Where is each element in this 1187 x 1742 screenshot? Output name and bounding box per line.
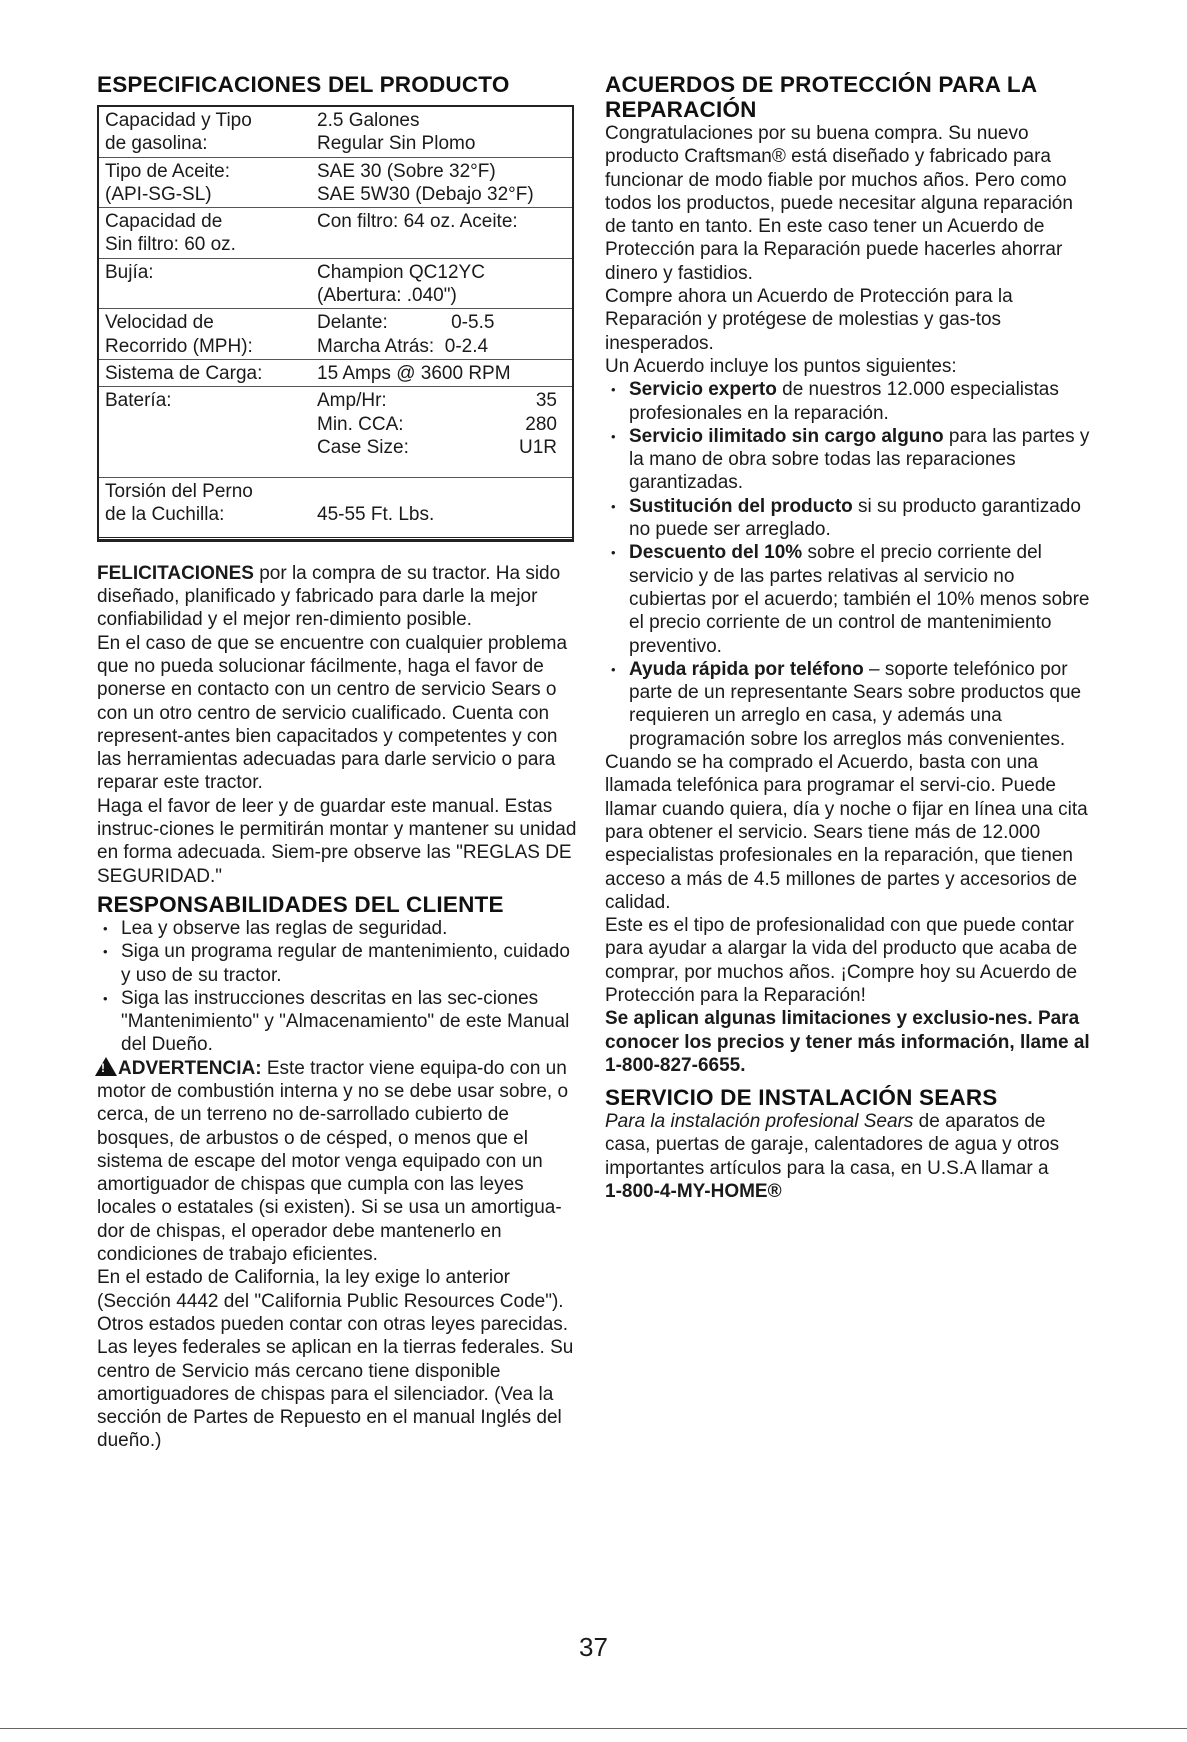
item-bold: Descuento del 10% (629, 542, 803, 564)
battery-value: 280 (525, 413, 557, 435)
california-paragraph: En el estado de California, la ley exige lo anterior (Sección 4442 del "California Public Resources Code"). Otros estados pueden contar con otras leyes parecidas. Las leyes federales se aplican en la tierras federales. Su centro de Servicio más cercano tiene disponible amortiguadores de chispas para el silenciador. (Vea la sección de Partes de Repuesto en el manual Inglés del dueño.) (97, 1267, 574, 1452)
spec-table (97, 105, 574, 542)
list-item (605, 378, 1095, 425)
spec-label: Recorrido (MPH): (105, 335, 253, 357)
spec-value: Marcha Atrás: 0-2.4 (317, 335, 489, 357)
spec-label: Bujía: (105, 261, 154, 283)
spec-label: (API-SG-SL) (105, 183, 212, 205)
spec-value (317, 480, 566, 503)
installation-italic: Para la instalación profesional Sears (605, 1111, 914, 1133)
responsibilities-list (97, 917, 577, 1057)
spec-heading: ESPECIFICACIONES DEL PRODUCTO (97, 72, 510, 97)
list-item (605, 541, 1095, 657)
protection-list (605, 378, 1095, 751)
bottom-rule (0, 1728, 1187, 1729)
spec-label: Capacidad y Tipo (105, 110, 252, 131)
spec-label: de la Cuchilla: (105, 504, 225, 526)
spec-value: 15 Amps @ 3600 RPM (317, 362, 511, 384)
installation-phone: 1-800-4-MY-HOME® (605, 1181, 782, 1203)
spec-row-fuel (99, 107, 572, 158)
responsibilities-heading: RESPONSABILIDADES DEL CLIENTE (97, 891, 504, 917)
spec-row-oil-type (99, 158, 572, 209)
spec-row-ground-speed (99, 309, 572, 360)
item-bold: Servicio ilimitado sin cargo alguno (629, 425, 944, 447)
spec-label: Sistema de Carga: (105, 362, 263, 384)
protection-buy: Compre ahora un Acuerdo de Protección para la Reparación y protégese de molestias y gas-tos inesperados. (605, 286, 1013, 354)
list-item (605, 425, 1095, 495)
spec-label: Capacidad de (105, 211, 223, 233)
protection-professional: Este es el tipo de profesionalidad con que puede contar para ayudar a alargar la vida del producto que acaba de comprar, por muchos años. ¡Compre hoy su Acuerdo de Protección para la Reparación! (605, 915, 1078, 1006)
spec-label: Sin filtro: 60 oz. (105, 234, 236, 256)
list-item (605, 495, 1095, 542)
installation-text: de aparatos de casa, puertas de garaje, calentadores de agua y otros importantes artículos para la casa, en U.S.A llamar a (605, 1111, 1060, 1179)
spec-label: Tipo de Aceite: (105, 160, 230, 182)
spec-label: de gasolina: (105, 133, 208, 155)
installation-heading: SERVICIO DE INSTALACIÓN SEARS (605, 1085, 998, 1111)
protection-includes: Un Acuerdo incluye los puntos siguientes: (605, 355, 957, 377)
congratulations-lead: FELICITACIONES (97, 562, 254, 584)
spec-value: Con filtro: 64 oz. Aceite: (317, 211, 518, 233)
congratulations-text: por la compra de su tractor. Ha sido diseñado, planificado y fabricado para darle la mejor confiabilidad y el mejor ren-dimiento posible. (97, 562, 561, 631)
spec-row-spark-plug (99, 259, 572, 310)
protection-intro: Congratulaciones por su buena compra. Su nuevo producto Craftsman® está diseñado y fabricado para funcionar de modo fiable por muchos años. Pero como todos los productos, puede necesitar alguna reparación de tanto en tanto. En este caso tener un Acuerdo de Protección para la Reparación puede hacerles ahorrar dinero y fastidios. (605, 123, 1073, 284)
warning-text: Este tractor viene equipa-do con un motor de combustión interna y no se debe usar sobre, o cerca, de un terreno no de-sarrollado cubierto de bosques, de arbustos o de césped, o menos que el sistema de escape del motor venga equipado con un amortiguador de chispas que cumpla con las leyes locales o estatales (si existen). Si se usa un amortigua-dor de chispas, el operador debe mantenerlo en condiciones de trabajo eficientes. (97, 1057, 569, 1266)
spec-value: Regular Sin Plomo (317, 133, 476, 155)
spec-row-blade-torque (99, 478, 572, 540)
list-item (605, 658, 1095, 751)
spec-label: Velocidad de (105, 312, 214, 334)
item-text: sobre el precio corriente del servicio y de las partes relativas al servicio no cubiertas por el acuerdo; también el 10% menos sobre el precio corriente de un control de mantenimiento preventivo. (629, 542, 1090, 657)
congratulations-paragraph (97, 562, 577, 632)
battery-value: 35 (535, 390, 557, 412)
protection-heading: ACUERDOS DE PROTECCIÓN PARA LA REPARACIÓN (605, 72, 1037, 122)
spec-value: 2.5 Galones (317, 110, 420, 131)
spec-row-battery (99, 387, 572, 478)
battery-key: Amp/Hr: (317, 390, 387, 412)
installation-paragraph (605, 1110, 1095, 1180)
spec-value: Delante: 0-5.5 (317, 312, 495, 334)
spec-value: (Abertura: .040") (317, 285, 457, 307)
spec-value: SAE 5W30 (Debajo 32°F) (317, 183, 534, 205)
item-bold: Sustitución del producto (629, 495, 853, 517)
warning-paragraph (97, 1057, 577, 1267)
service-paragraph: En el caso de que se encuentre con cualquier problema que no pueda solucionar fácilmente, haga el favor de ponerse en contacto con un centro de servicio Sears o con un otro centro de servicio cualificado. Cuenta con represent-antes bien capacitados y competentes y con las herramientas adecuadas para darle servicio o para reparar este tractor. (97, 632, 568, 794)
list-item: • Lea y observe las reglas de seguridad. (97, 917, 577, 940)
protection-limitations: Se aplican algunas limitaciones y exclusio-nes. Para conocer los precios y tener más información, llame al 1-800-827-6655. (605, 1008, 1090, 1076)
item-text: para las partes y la mano de obra sobre todas las reparaciones garantizadas. (629, 425, 1090, 494)
list-item: • Siga las instrucciones descritas en las sec-ciones "Mantenimiento" y "Almacenamiento" de este Manual del Dueño. (97, 987, 577, 1057)
battery-value: U1R (518, 436, 557, 458)
protection-call: Cuando se ha comprado el Acuerdo, basta con una llamada telefónica para programar el servi-cio. Puede llamar cuando quiera, día y noche o fijar en línea una cita para obtener el servicio. Sears tiene más de 12.000 especialistas profesionales en la reparación, que tienen acceso a más de 4.5 millones de partes y accesorios de calidad. (605, 752, 1088, 913)
spec-value: 45-55 Ft. Lbs. (317, 504, 435, 526)
page-number: 37 (579, 1632, 608, 1662)
left-column (97, 72, 577, 1453)
spec-value: SAE 30 (Sobre 32°F) (317, 160, 496, 182)
item-text: si su producto garantizado no puede ser arreglado. (629, 495, 1081, 541)
spec-label: Torsión del Perno (105, 481, 253, 503)
spec-label: Batería: (105, 390, 172, 412)
manual-paragraph: Haga el favor de leer y de guardar este manual. Estas instruc-ciones le permitirán montar y mantener su unidad en forma adecuada. Siem-pre observe las "REGLAS DE SEGURIDAD." (97, 795, 577, 887)
spec-label (105, 284, 317, 307)
spec-value (317, 233, 566, 256)
item-text: – soporte telefónico por parte de un representante Sears sobre productos que requieren un arreglo en casa, y además una programación sobre los arreglos más convenientes. (629, 658, 1082, 750)
warning-lead: ADVERTENCIA: (118, 1057, 262, 1079)
list-item: • Siga un programa regular de mantenimiento, cuidado y uso de su tractor. (97, 940, 577, 987)
warning-triangle-icon (95, 1057, 117, 1076)
spec-value: Champion QC12YC (317, 261, 485, 283)
right-column (605, 72, 1095, 1203)
battery-key: Min. CCA: (317, 413, 404, 435)
item-bold: Ayuda rápida por teléfono (629, 658, 864, 680)
spec-row-charging (99, 360, 572, 387)
item-bold: Servicio experto (629, 379, 777, 401)
item-text: de nuestros 12.000 especialistas profesionales en la reparación. (629, 379, 1059, 424)
spec-row-oil-capacity (99, 208, 572, 259)
battery-key: Case Size: (317, 436, 409, 458)
